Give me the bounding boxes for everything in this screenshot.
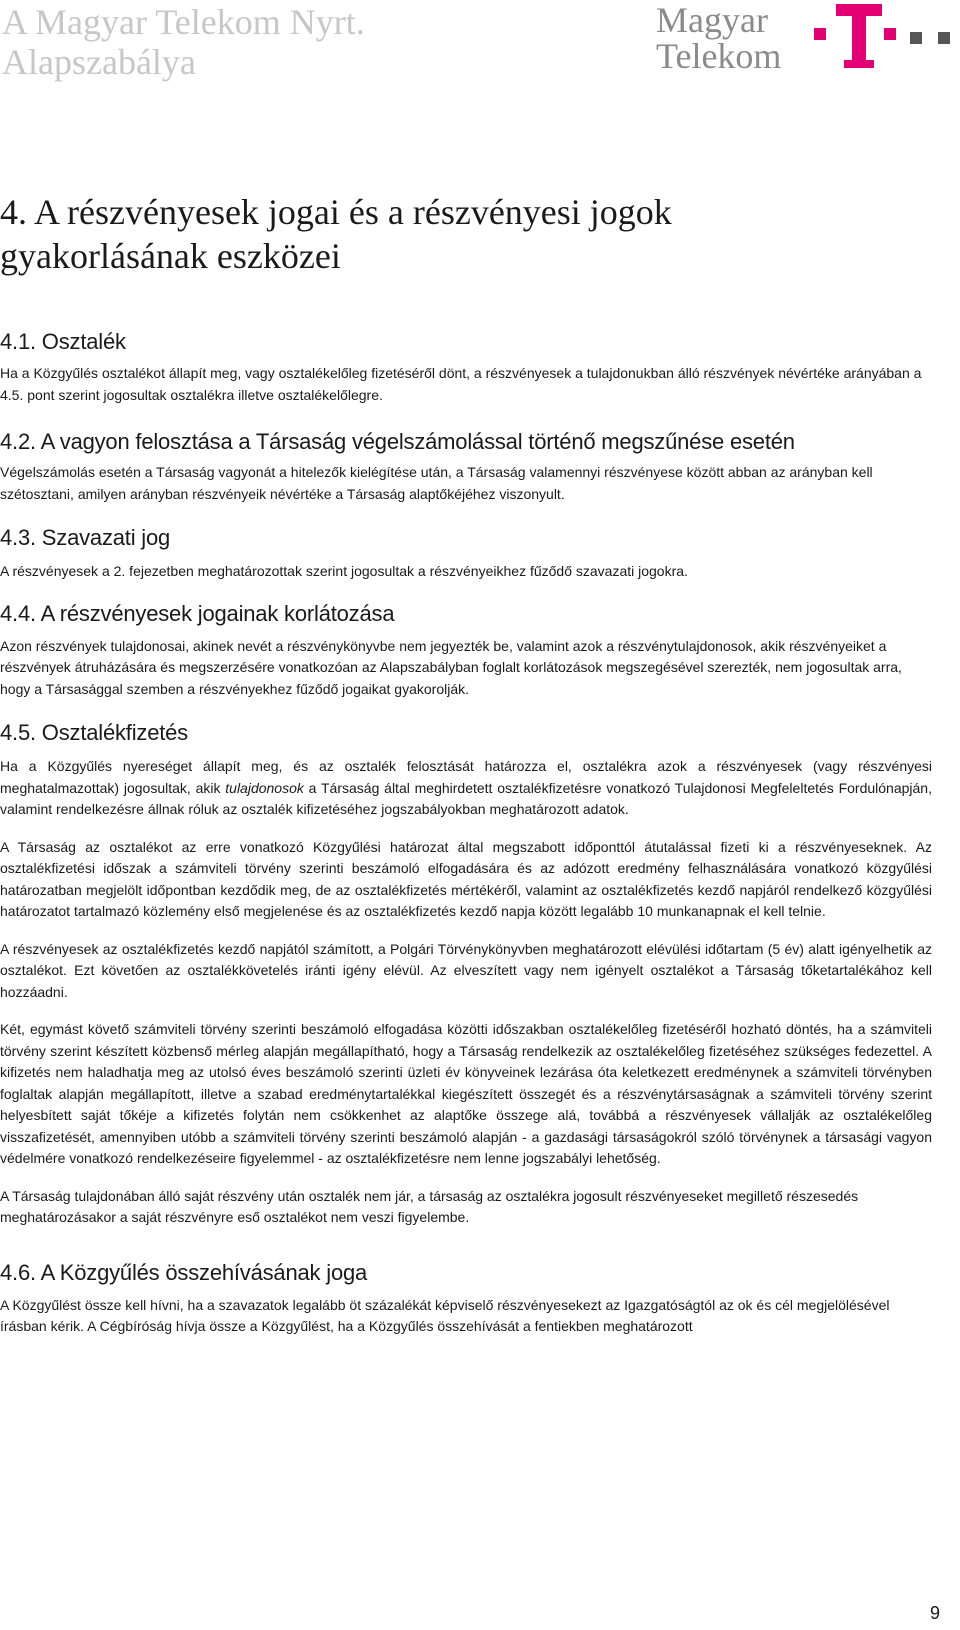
chapter-title-line-1: 4. A részvényesek jogai és a részvényesi jogok xyxy=(0,192,672,232)
chapter-title-line-2: gyakorlásának eszközei xyxy=(0,236,341,276)
document-header-title-line-2: Alapszabálya xyxy=(2,42,196,82)
document-header-title-line-1: A Magyar Telekom Nyrt. xyxy=(2,2,365,42)
section-4-4-paragraph: Azon részvények tulajdonosai, akinek nevét a részvénykönyvbe nem jegyezték be, valamint azok a részvénytulajdonosok, akik részvényeiket a részvények átruházására és megszerzésére vonatkozóan az Alapszabályban foglalt korlátozások megszegésével szerezték, nem jogosultak arra, hogy a Társasággal szemben a részvényekhez fűződő jogaikat gyakorolják. xyxy=(0,637,902,697)
section-4-1-heading: 4.1. Osztalék xyxy=(0,329,126,354)
section-4-6-paragraph: A Közgyűlést össze kell hívni, ha a szavazatok legalább öt százalékát képviselő részvényesekezt az Igazgatóságtól az ok és cél megjelölésével írásban kérik. A Cégbíróság hívja össze a Közgyűlést, ha a Közgyűlés összehívását a fentiekben meghatározott xyxy=(0,1296,890,1334)
section-4-5-paragraph-3: A részvényesek az osztalékfizetés kezdő napjától számított, a Polgári Törvénykönyvben meghatározott elévülési időtartam (5 év) alatt igényelhetik az osztalékot. Ezt követően az osztalékkövetelés iránti igény elévül. Az elveszített vagy nem igényelt osztalékot a Társaság tőketartalékához kell hozzáadni. xyxy=(0,940,932,1000)
section-4-5-paragraph-5: A Társaság tulajdonában álló saját részvény után osztalék nem jár, a társaság az osztalékra jogosult részvényeseket megillető részesedés meghatározásakor a saját részvényre eső osztalékot nem veszi figyelembe. xyxy=(0,1187,859,1225)
section-4-2-heading: 4.2. A vagyon felosztása a Társaság végelszámolással történő megszűnése esetén xyxy=(0,429,795,454)
emphasized-term: tulajdonosok xyxy=(225,779,304,796)
brand-name-line-1: Magyar xyxy=(656,0,768,40)
section-4-5-heading: 4.5. Osztalékfizetés xyxy=(0,720,188,745)
section-4-1-paragraph: Ha a Közgyűlés osztalékot állapít meg, vagy osztalékelőleg fizetéséről dönt, a részvényesek a tulajdonukban álló részvények névértéke arányában a 4.5. pont szerint jogosultak osztalékra illetve osztalékelőlegre. xyxy=(0,365,922,403)
document-header-title xyxy=(2,2,365,82)
section-4-2-paragraph: Végelszámolás esetén a Társaság vagyonát a hitelezők kielégítése után, a Társaság valamennyi részvényese között abban az arányban kell szétosztani, amilyen arányban részvényeik névértéke a Társaság alaptőkéjéhez viszonyult. xyxy=(0,464,873,502)
brand-name-line-2: Telekom xyxy=(656,36,782,76)
telekom-t-logo-icon xyxy=(814,2,960,74)
section-4-4-heading: 4.4. A részvényesek jogainak korlátozása xyxy=(0,600,395,626)
chapter-title xyxy=(0,190,932,278)
section-4-5-paragraph-2: A Társaság az osztalékot az erre vonatkozó Közgyűlési határozat által megszabott időponttól átutalással fizeti ki a részvényeseknek. Az osztalékfizetési időszak a számviteli törvény szerinti beszámoló elfogadására és az adózott eredmény felhasználására vonatkozó közgyűlési határozatban megjelölt időpontban kezdődik meg, de az osztalékfizetés mértékéről, valamint az osztalékfizetés kezdő napjáról rendelkező közgyűlési határozatot tartalmazó közlemény első megjelenése és az osztalékfizetés kezdő napja között legalább 10 munkanapnak el kell telnie. xyxy=(0,838,932,919)
page-number: 9 xyxy=(929,1603,940,1623)
section-4-5-paragraph-1 xyxy=(0,756,932,821)
magyar-telekom-logo xyxy=(656,2,960,78)
paragraph-text: a Társaság által meghirdetett osztalékfizetésre vonatkozó Tulajdonosi Megfeleltetés Fordulónapján, valamint rendelkezésre állnak róluk az osztalék kifizetéséhez jogszabályokban meghatározott adatok. xyxy=(0,779,932,817)
paragraph-text: Ha a Közgyűlés nyereséget állapít meg, és az osztalék felosztását határozza el, osztalékra azok a részvényesek (vagy részvényesi meghatalmazottak) jogosultak, akik xyxy=(0,758,932,796)
section-4-6-heading: 4.6. A Közgyűlés összehívásának joga xyxy=(0,1259,368,1285)
document-body xyxy=(0,190,932,1338)
section-4-5-paragraph-4: Két, egymást követő számviteli törvény szerinti beszámoló elfogadása közötti időszakban osztalékelőleg fizetéséről hozható döntés, ha a számviteli törvény szerint készített közbenső mérleg alapján megállapítható, hogy a Társaság rendelkezik az osztalékelőleg fizetéséhez szükséges fedezettel. A kifizetés nem haladhatja meg az utolsó éves beszámoló szerinti üzleti év könyveinek lezárása óta keletkezett eredménynek a számviteli törvényben foglaltak alapján megállapított, illetve a szabad eredménytartalékkal kiegészített összegét és a részvénytársaságnak a számviteli törvény szerint helyesbített saját tőkéje a kifizetés folytán nem csökkenhet az alaptőke összege alá, továbbá a részvényesek vállalják az osztalékelőleg visszafizetését, amennyiben utóbb a számviteli törvény szerinti beszámoló alapján - a gazdasági társaságokról szóló törvénynek a társasági vagyon védelmére vonatkozó rendelkezéseire figyelemmel - az osztalékfizetésre nem lenne jogszabályi lehetőség. xyxy=(0,1021,932,1166)
section-4-3-heading: 4.3. Szavazati jog xyxy=(0,525,171,550)
section-4-3-paragraph: A részvényesek a 2. fejezetben meghatározottak szerint jogosultak a részvényeikhez fűződő szavazati jogokra. xyxy=(0,563,688,579)
brand-name xyxy=(656,2,781,74)
